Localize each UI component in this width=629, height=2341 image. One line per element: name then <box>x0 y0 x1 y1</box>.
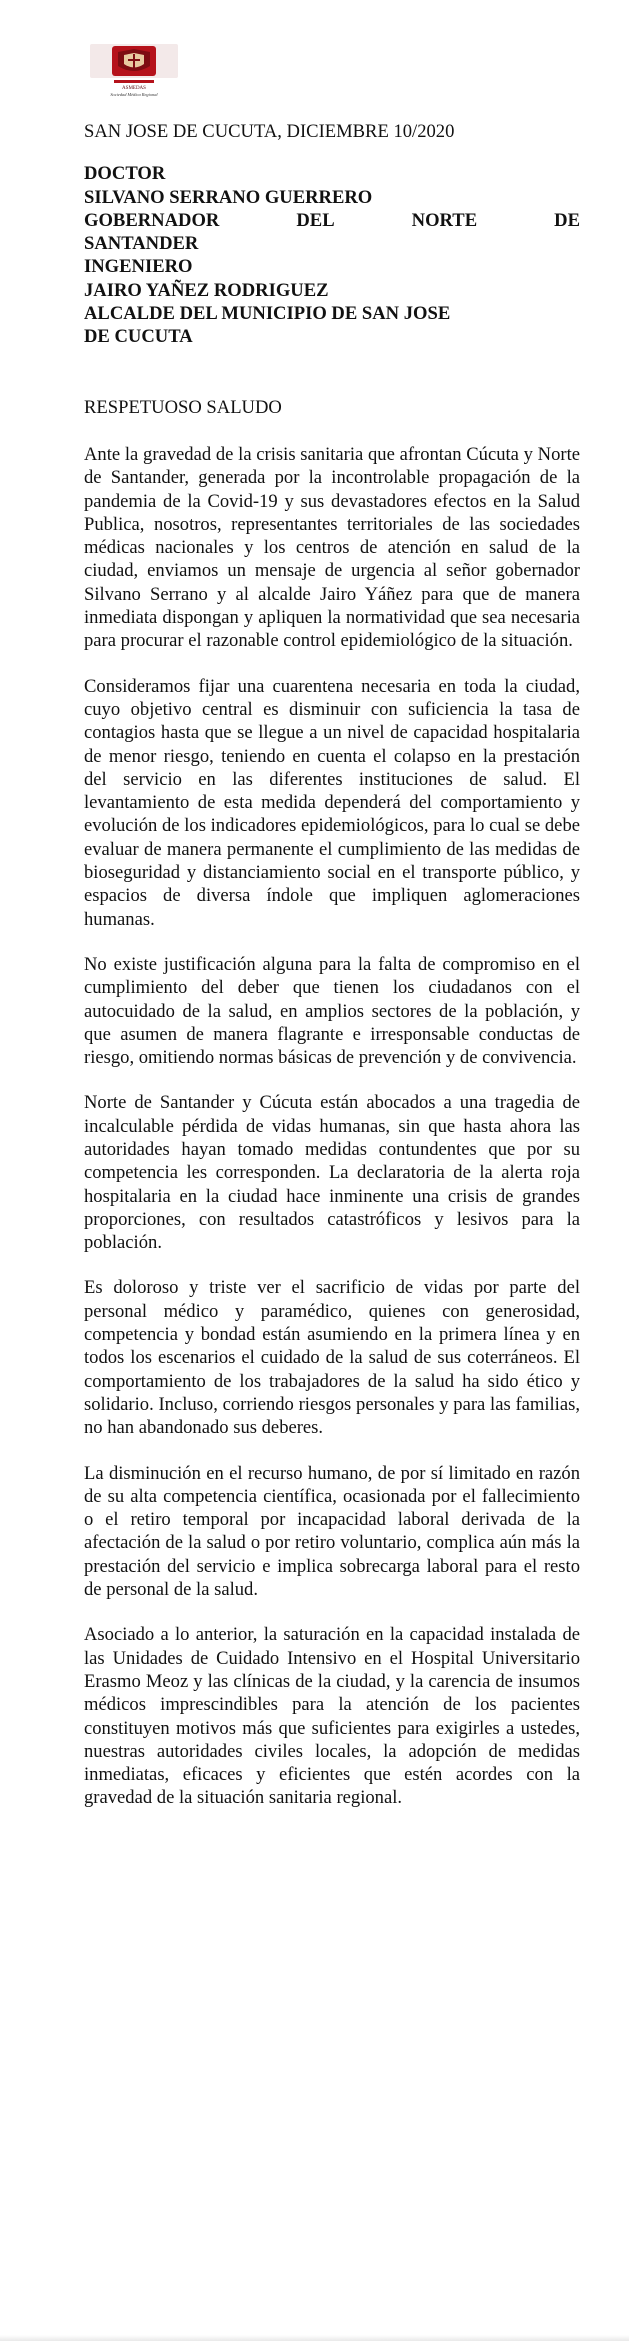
addressee-position-1 <box>84 209 580 232</box>
paragraph-1: Ante la gravedad de la crisis sanitaria que afrontan Cúcuta y Norte de Santander, generada por la incontrolable propagación de la pandemia de la Covid-19 y sus devastadores efectos en la Salud Publica, nosotros, representantes territoriales de las sociedades médicas nacionales y los centros de atención en salud de la ciudad, enviamos un mensaje de urgencia al señor gobernador Silvano Serrano y al alcalde Jairo Yáñez para que de manera inmediata dispongan y apliquen la normatividad que sea necesaria para procurar el razonable control epidemiológico de la situación. <box>84 443 580 652</box>
page-bottom-edge <box>0 2335 629 2341</box>
addressee-title-1: DOCTOR <box>84 163 166 185</box>
greeting: RESPETUOSO SALUDO <box>84 396 282 418</box>
addressee-word: NORTE <box>411 209 478 231</box>
paragraph-7: Asociado a lo anterior, la saturación en la capacidad instalada de las Unidades de Cuidado Intensivo en el Hospital Universitario Erasmo Meoz y las clínicas de la ciudad, y la carencia de insumos médicos imprescindibles para la atención de los pacientes constituyen motivos más que suficientes para exigirles a ustedes, nuestras autoridades civiles locales, la adopción de medidas inmediatas, eficaces y eficientes que estén acordes con la gravedad de la situación sanitaria regional. <box>84 1624 580 1809</box>
logo-line2: Sociedad Médica Regional <box>110 92 158 97</box>
paragraph-4: Norte de Santander y Cúcuta están abocados a una tragedia de incalculable pérdida de vidas humanas, sin que hasta ahora las autoridades hayan tomado medidas contundentes que por su competencia les corresponden. La declaratoria de la alerta roja hospitalaria en la ciudad hace inminente una crisis de grandes proporciones, con resultados catastróficos y lesivos para la población. <box>84 1092 580 1254</box>
paragraph-2: Consideramos fijar una cuarentena necesaria en toda la ciudad, cuyo objetivo central es disminuir con suficiencia la tasa de contagios hasta que se llegue a un nivel de capacidad hospitalaria de menor riesgo, teniendo en cuenta el colapso en la prestación del servicio en las diferentes instituciones de salud. El levantamiento de esta medida dependerá del comportamiento y evolución de los indicadores epidemiológicos, para lo cual se debe evaluar de manera permanente el cumplimiento de las medidas de bioseguridad y distanciamiento social en el transporte público, y espacios de diversa índole que impliquen aglomeraciones humanas. <box>84 675 580 930</box>
organization-logo <box>84 40 184 102</box>
letter-body <box>84 120 580 1832</box>
addressee-position-2: ALCALDE DEL MUNICIPIO DE SAN JOSE <box>84 303 451 325</box>
paragraph-3: No existe justificación alguna para la falta de compromiso en el cumplimiento del deber que tienen los ciudadanos con el autocuidado de la salud, en amplios sectores de la población, y que asumen de manera flagrante e irresponsable conductas de riesgo, omitiendo normas básicas de prevención y de convivencia. <box>84 953 580 1069</box>
date-line: SAN JOSE DE CUCUTA, DICIEMBRE 10/2020 <box>84 121 455 142</box>
addressee-block <box>84 162 580 348</box>
logo-line1: ASMEDAS <box>122 86 146 91</box>
paragraph-6: La disminución en el recurso humano, de por sí limitado en razón de su alta competencia científica, ocasionada por el fallecimiento o el retiro temporal por incapacidad laboral derivada de la afectación de la salud o por retiro voluntario, complica aún más la prestación del servicio e implica sobrecarga laboral para el resto de personal de la salud. <box>84 1462 580 1601</box>
addressee-position-1-cont: SANTANDER <box>84 233 199 255</box>
addressee-name-1: SILVANO SERRANO GUERRERO <box>84 186 373 208</box>
addressee-word: DE <box>554 209 580 231</box>
paragraph-5: Es doloroso y triste ver el sacrificio de vidas por parte del personal médico y paramédico, quienes con generosidad, competencia y bondad están asumiendo en la primera línea y en todos los escenarios el cuidado de la salud de sus coterráneos. El comportamiento de los trabajadores de la salud ha sido ético y solidario. Incluso, corriendo riesgos personales y para las familias, no han abandonado sus deberes. <box>84 1277 580 1439</box>
addressee-word: GOBERNADOR <box>84 209 220 231</box>
addressee-name-2: JAIRO YAÑEZ RODRIGUEZ <box>84 279 329 301</box>
addressee-word: DEL <box>296 209 335 231</box>
addressee-title-2: INGENIERO <box>84 256 193 278</box>
addressee-position-2-cont: DE CUCUTA <box>84 326 193 348</box>
